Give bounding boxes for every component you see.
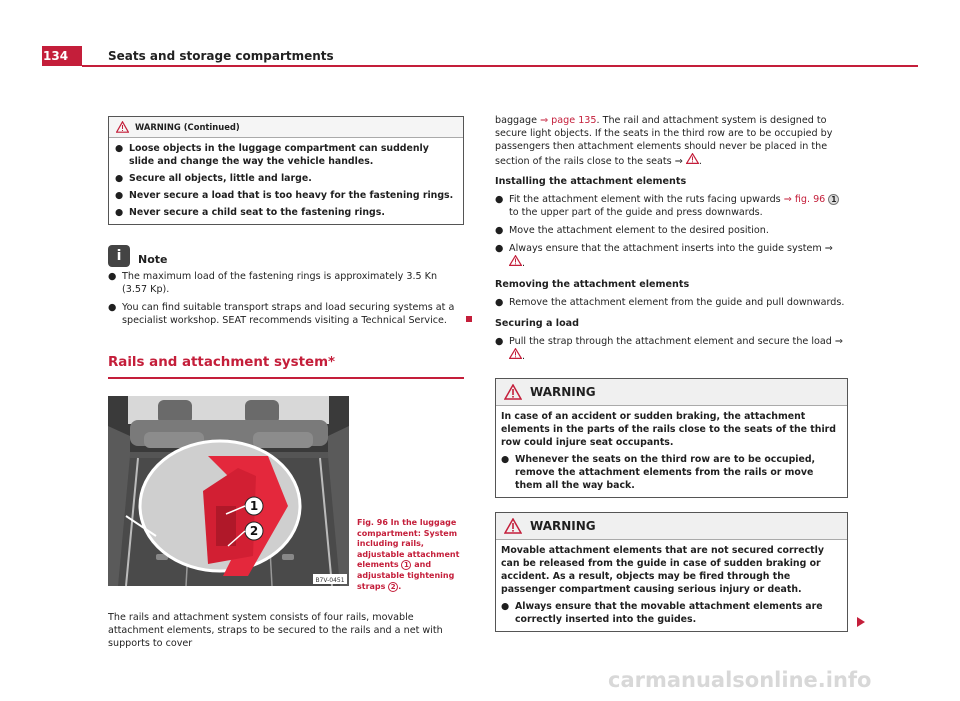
note-title: Note — [138, 252, 168, 266]
securing-title: Securing a load — [495, 318, 580, 329]
note-body — [108, 270, 464, 327]
warning-triangle-icon — [686, 153, 699, 164]
list-item: ● Always ensure that the movable attachment elements are correctly inserted into the guides. — [501, 601, 823, 625]
warning-triangle-icon — [509, 348, 522, 359]
warning-triangle-icon — [509, 255, 522, 266]
list-item: ● You can find suitable transport straps and load securing systems at a specialist workshop. SEAT recommends visiting a Technical Service. — [108, 302, 455, 326]
list-item: ● The maximum load of the fastening rings is approximately 3.5 Kn (3.57 Kp). — [108, 271, 438, 295]
warning-box-2-header — [496, 513, 847, 540]
figure-row — [108, 396, 464, 592]
list-item: ● Never secure a child seat to the fastening rings. — [115, 207, 385, 218]
note-header — [108, 245, 464, 267]
list-item: ● Fit the attachment element with the ruts facing upwards ⇒ fig. 96 1 to the upper part of the guide and press downwards. — [495, 193, 848, 219]
warning-triangle-icon — [504, 518, 522, 534]
warning-continued-body — [109, 138, 463, 224]
warning-continued-box — [108, 116, 464, 225]
list-item: ● Loose objects in the luggage compartment can suddenly slide and change the way the vehicle handles. — [115, 143, 429, 167]
figure-caption: Fig. 96 In the luggage compartment: System including rails, adjustable attachment elements 1 and adjustable tightening straps 2 . — [357, 518, 460, 591]
left-column — [108, 116, 464, 650]
page-reference-link[interactable]: ⇒ page 135 — [540, 115, 597, 126]
warning-continued-header — [109, 117, 463, 138]
page-number: 134 — [42, 46, 82, 66]
list-item: ● Whenever the seats on the third row are to be occupied, remove the attachment elements from the rails or move them all the way back. — [501, 454, 816, 491]
warning-box-2-title: WARNING — [530, 519, 596, 533]
warning-box-2 — [495, 512, 848, 632]
list-item: ● Pull the strap through the attachment element and secure the load ⇒ . — [495, 336, 843, 362]
removing-title: Removing the attachment elements — [495, 279, 690, 290]
installing-title: Installing the attachment elements — [495, 176, 687, 187]
warning-triangle-icon — [116, 121, 129, 133]
warning-box-1 — [495, 378, 848, 498]
luggage-compartment-illustration — [108, 396, 349, 586]
list-item: ● Never secure a load that is too heavy for the fastening rings. — [115, 190, 454, 201]
figure-code: B7V-0451 — [315, 577, 345, 584]
note-icon: i — [108, 245, 130, 267]
watermark: carmanualsonline.info — [608, 668, 872, 692]
warning-box-2-body: Movable attachment elements that are not secured correctly can be released from the guide in case of sudden braking or accident. As a result, objects may be fired through the passenger compartment causing serious injury or death. ● Always ensure that the movable attachment elements are correctly inserted into the guides. — [496, 540, 847, 631]
warning-box-1-title: WARNING — [530, 385, 596, 399]
warning-box-1-body: In case of an accident or sudden braking, the attachment elements in the parts of the rails close to the seats of the third row could injure seat occupants. ● Whenever the seats on the third row are to be occupied, remove the attachment elements from the rails or move them all the way back. — [496, 406, 847, 497]
section-divider — [108, 377, 464, 379]
luggage-compartment-figure — [108, 396, 349, 586]
warning-box-1-header — [496, 379, 847, 406]
warning-triangle-icon — [504, 384, 522, 400]
intro-paragraph: The rails and attachment system consists of four rails, movable attachment elements, straps to be secured to the rails and a net with supports to cover — [108, 612, 443, 650]
right-column — [495, 114, 848, 632]
figure-label-1: 1 — [249, 499, 259, 513]
warning-continued-title: WARNING (Continued) — [135, 122, 240, 132]
list-item: ● Move the attachment element to the desired position. — [495, 225, 769, 236]
continued-arrow-icon — [857, 617, 865, 627]
list-item: ● Always ensure that the attachment inserts into the guide system ⇒ . — [495, 243, 833, 269]
figure-reference-link[interactable]: ⇒ fig. 96 — [783, 194, 826, 205]
rails-paragraph: baggage ⇒ page 135. The rail and attachment system is designed to secure light objects. If the seats in the third row are to be occupied by passengers then attachment elements should never be placed in the section of the rails close to the seats ⇒ . — [495, 115, 833, 167]
section-title: Rails and attachment system* — [108, 355, 336, 370]
list-item: ● Secure all objects, little and large. — [115, 173, 312, 184]
figure-label-2: 2 — [249, 524, 259, 538]
page-header-title: Seats and storage compartments — [108, 49, 334, 63]
end-of-section-marker — [466, 316, 472, 322]
list-item: ● Remove the attachment element from the guide and pull downwards. — [495, 297, 845, 308]
header-divider — [82, 65, 918, 67]
